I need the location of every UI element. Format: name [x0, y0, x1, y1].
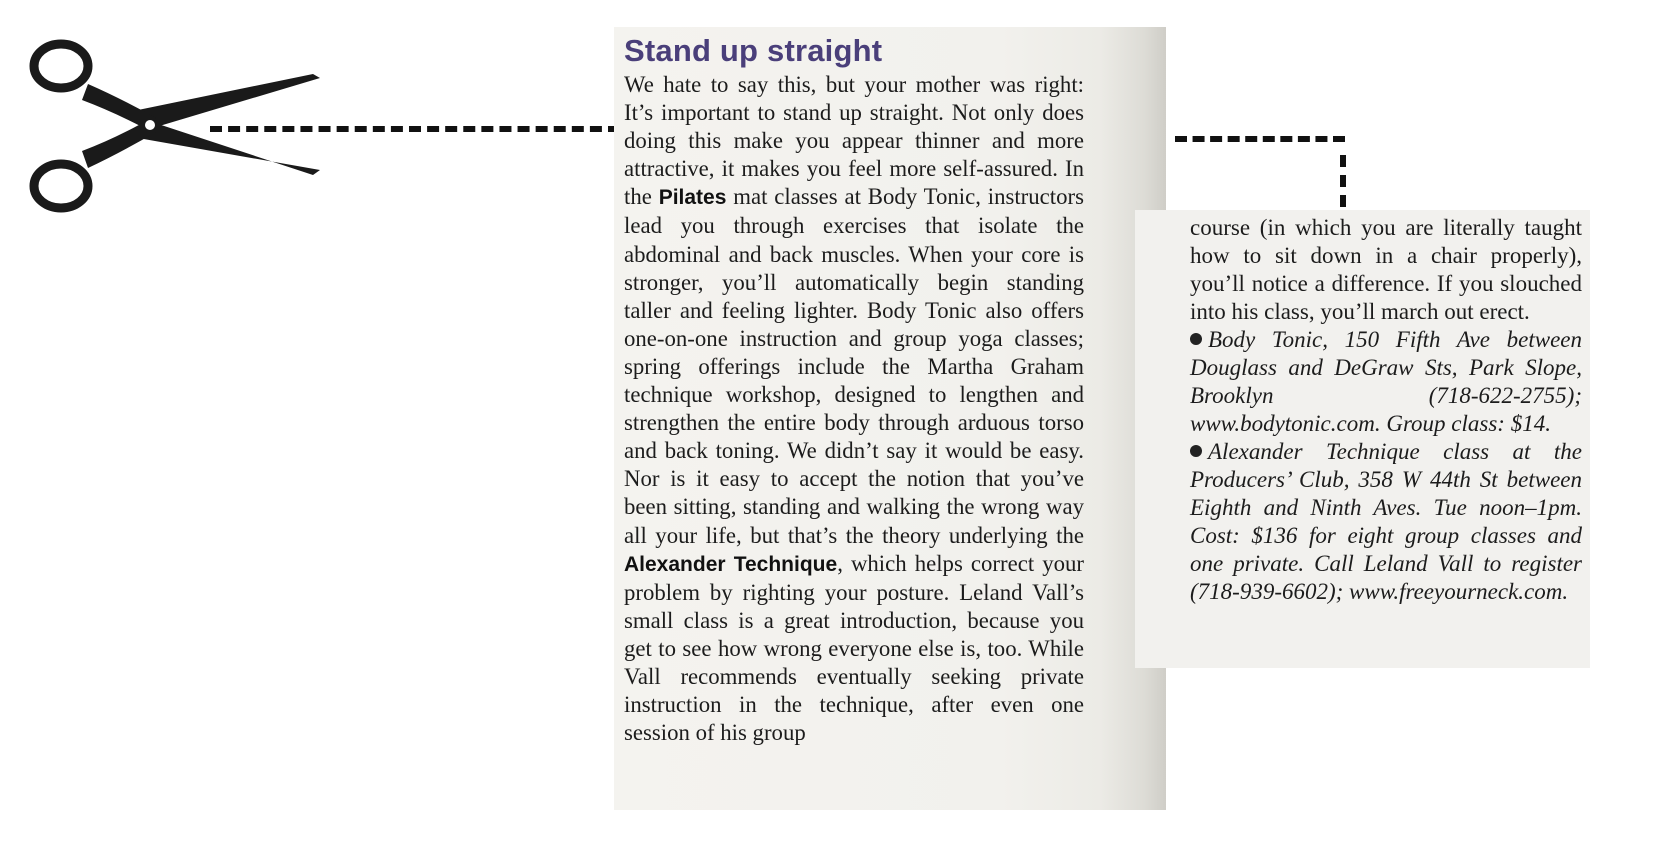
bullet-icon — [1190, 445, 1202, 457]
alexander-technique-term: Alexander Technique — [624, 552, 838, 576]
bullet-icon — [1190, 333, 1202, 345]
continuation-clipping — [1135, 210, 1590, 668]
listing-alexander-technique — [1190, 438, 1582, 606]
article-continuation: course (in which you are literally taught how to sit down in a chair properly), you’ll notice a difference. If you slouched into his class, you’ll march out erect. — [1190, 215, 1582, 324]
article-body — [624, 71, 1084, 747]
article-text-part-3: , which helps correct your problem by righting your posture. Leland Vall’s small class is a great introduction, because you get to see how wrong everyone else is, too. While Vall recommends eventually seeking private instruction in the technique, after even one session of his group — [624, 550, 1084, 746]
article-title: Stand up straight — [624, 33, 883, 68]
listing-body-tonic — [1190, 326, 1582, 438]
article-text-part-1: We hate to say this, but your mother was right: It’s important to stand up straight. Not only does doing this make you appear thinner and more attractive, it makes you feel more self-assured. In the — [624, 72, 1084, 210]
cut-line-vertical — [1340, 155, 1346, 207]
article-text-part-2: mat classes at Body Tonic, instructors lead you through exercises that isolate the abdominal and back muscles. When your core is stronger, you’ll automatically begin standing taller and feeling lighter. Body Tonic also offers one-on-one instruction and group yoga classes; spring offerings include the Martha Graham technique workshop, designed to lengthen and strengthen the entire body through arduous torso and back toning. We didn’t say it would be easy. Nor is it easy to accept the notion that you’ve been sitting, standing and walking the wrong way all your life, but that’s the theory underlying the — [624, 184, 1084, 548]
cut-line-right — [1175, 136, 1345, 142]
listing-body-tonic-text: Body Tonic, 150 Fifth Ave between Douglass and DeGraw Sts, Park Slope, Brooklyn (718-622-2755); www.bodytonic.com. Group class: $14. — [1190, 327, 1582, 436]
pilates-term: Pilates — [658, 186, 727, 210]
listing-alexander-technique-text: Alexander Technique class at the Producers’ Club, 358 W 44th St between Eighth and Ninth Aves. Tue noon–1pm. Cost: $136 for eight group classes and one private. Call Leland Vall to register (718-939-6602); www.freeyourneck.com. — [1190, 439, 1582, 604]
article-clipping — [614, 27, 1166, 810]
cut-line-left — [210, 126, 620, 132]
